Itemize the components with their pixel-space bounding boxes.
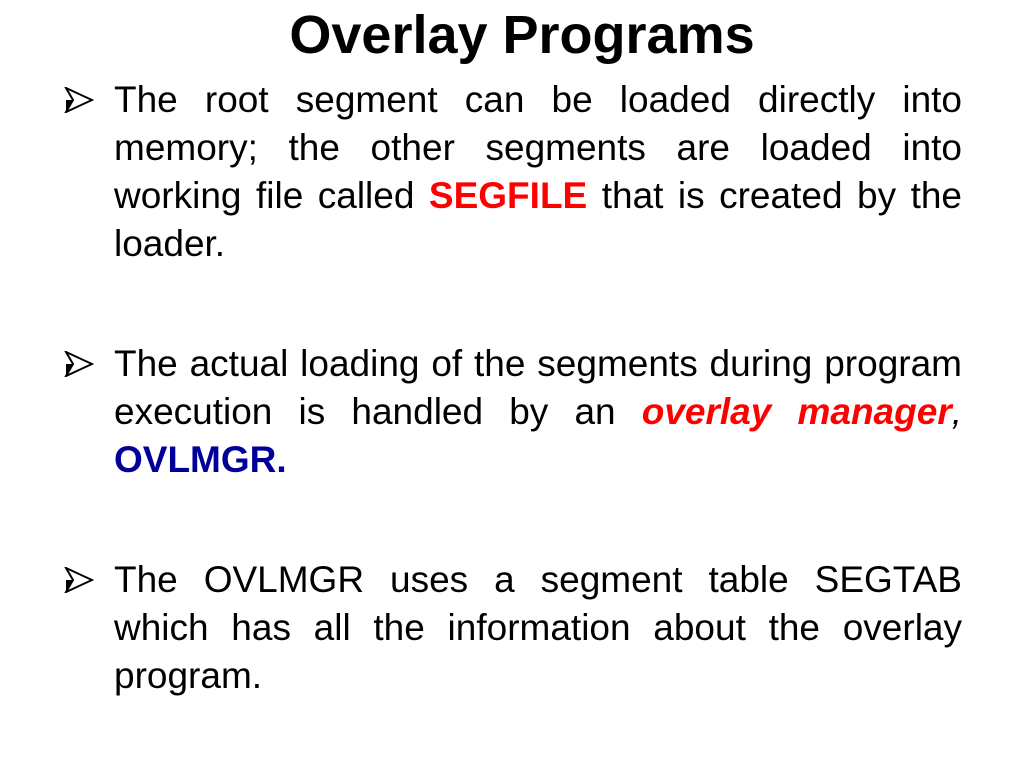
comma-text: , xyxy=(951,391,962,432)
bullet-text: The actual loading of the segments during program execution is handled by an xyxy=(114,343,962,432)
bullet-segtab xyxy=(62,556,962,700)
bullet-text: that is created by the loader. xyxy=(114,175,962,264)
bullet-root-segment xyxy=(62,76,962,268)
slide-title: Overlay Programs xyxy=(289,5,755,65)
bullet-text: The root segment can be loaded directly into memory; the other segments are loaded into working file called xyxy=(114,79,962,216)
ovlmgr-highlight: OVLMGR. xyxy=(114,439,287,480)
bullet-overlay-manager xyxy=(62,340,962,484)
bullet-list xyxy=(62,76,962,700)
arrowhead-bullet-icon xyxy=(64,567,94,593)
bullet-text: The OVLMGR uses a segment table SEGTAB which has all the information about the overlay program. xyxy=(114,559,962,696)
segfile-highlight: SEGFILE xyxy=(428,175,588,216)
arrowhead-bullet-icon xyxy=(64,351,94,377)
overlay-manager-highlight: overlay manager xyxy=(641,391,952,432)
arrowhead-bullet-icon xyxy=(64,87,94,113)
